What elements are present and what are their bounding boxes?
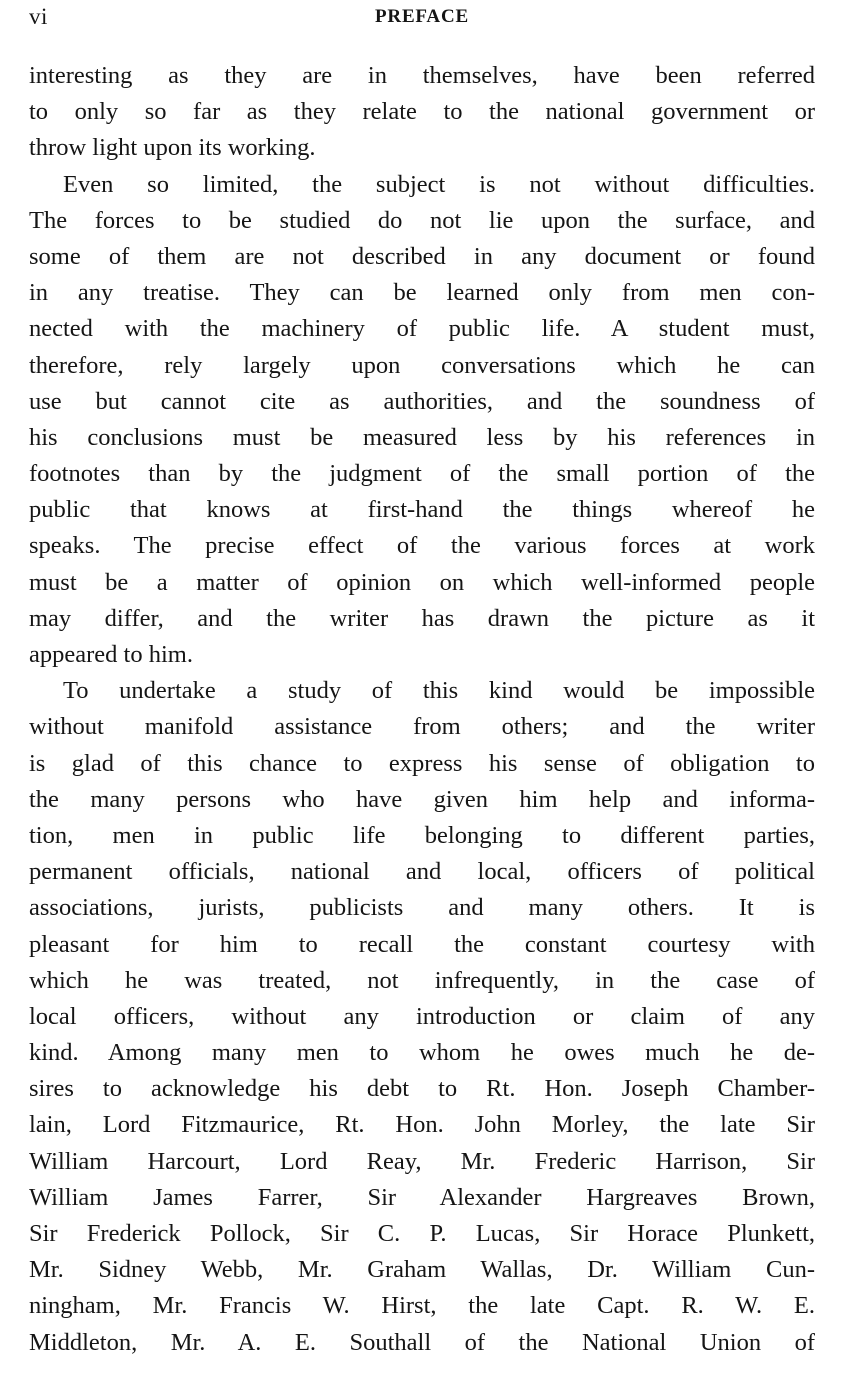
text-line: must be a matter of opinion on which well-informed people (29, 568, 815, 596)
text-line: Sir Frederick Pollock, Sir C. P. Lucas, Sir Horace Plunkett, (29, 1220, 815, 1247)
running-head (29, 0, 815, 34)
text-line: use but cannot cite as authorities, and the soundness of (29, 387, 815, 415)
text-line: throw light upon its working. (29, 134, 316, 162)
running-title: PREFACE (375, 6, 469, 27)
text-line: Middleton, Mr. A. E. Southall of the National Union of (29, 1328, 815, 1356)
text-line: the many persons who have given him help and informa- (29, 785, 815, 813)
text-line: William Harcourt, Lord Reay, Mr. Frederic Harrison, Sir (29, 1147, 815, 1175)
text-line: public that knows at first-hand the things whereof he (29, 496, 815, 524)
text-line: Mr. Sidney Webb, Mr. Graham Wallas, Dr. William Cun- (29, 1256, 815, 1284)
text-line: without manifold assistance from others; and the writer (29, 713, 815, 741)
text-line: nected with the machinery of public life. A student must, (29, 315, 815, 343)
text-line: sires to acknowledge his debt to Rt. Hon. Joseph Chamber- (29, 1075, 815, 1103)
text-line: permanent officials, national and local, officers of political (29, 858, 815, 886)
text-line: associations, jurists, publicists and many others. It is (29, 894, 815, 922)
book-page (29, 0, 815, 1394)
text-line: which he was treated, not infrequently, in the case of (29, 966, 815, 994)
text-line: kind. Among many men to whom he owes much he de- (29, 1039, 815, 1067)
text-line: footnotes than by the judgment of the small portion of the (29, 460, 815, 488)
page-number: vi (29, 4, 48, 29)
text-line: ningham, Mr. Francis W. Hirst, the late Capt. R. W. E. (29, 1292, 815, 1320)
text-line: tion, men in public life belonging to different parties, (29, 821, 815, 849)
preface-text (29, 58, 815, 1361)
text-line: William James Farrer, Sir Alexander Hargreaves Brown, (29, 1183, 815, 1211)
text-line: local officers, without any introduction or claim of any (29, 1002, 815, 1030)
paragraph-start-line: Even so limited, the subject is not without difficulties. (63, 170, 815, 198)
text-line: therefore, rely largely upon conversations which he can (29, 351, 815, 379)
text-line: speaks. The precise effect of the various forces at work (29, 532, 815, 560)
text-line: interesting as they are in themselves, have been referred (29, 62, 815, 89)
text-line: lain, Lord Fitzmaurice, Rt. Hon. John Morley, the late Sir (29, 1111, 815, 1139)
text-line: some of them are not described in any document or found (29, 242, 815, 270)
text-line: in any treatise. They can be learned only from men con- (29, 279, 815, 307)
text-line: may differ, and the writer has drawn the picture as it (29, 604, 815, 632)
text-line: to only so far as they relate to the national government or (29, 98, 815, 126)
text-line: his conclusions must be measured less by his references in (29, 423, 815, 451)
text-line: appeared to him. (29, 641, 193, 668)
text-line: pleasant for him to recall the constant courtesy with (29, 930, 815, 958)
paragraph-start-line: To undertake a study of this kind would be impossible (63, 677, 815, 705)
text-line: The forces to be studied do not lie upon the surface, and (29, 206, 815, 234)
text-line: is glad of this chance to express his sense of obligation to (29, 749, 815, 777)
